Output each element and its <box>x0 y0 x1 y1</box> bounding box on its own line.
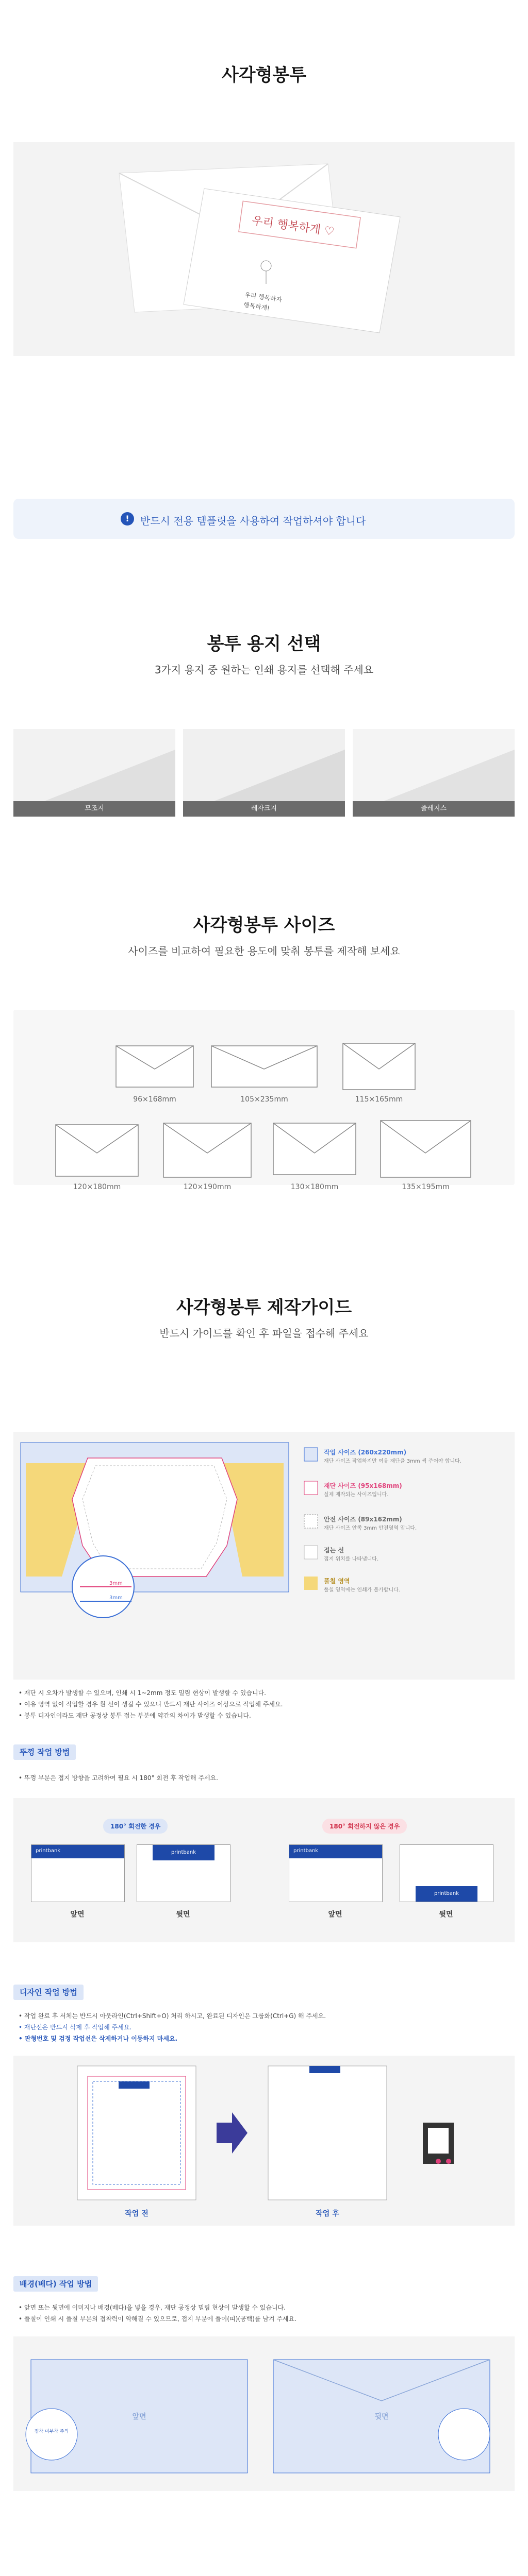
paper-title: 봉투 용지 선택 <box>207 634 321 654</box>
design-heading: 디자인 작업 방법 <box>13 1987 84 1997</box>
legend-title: 재단 사이즈 (95x168mm) <box>324 1482 402 1489</box>
envelope-back-bad: printbank <box>400 1844 493 1902</box>
legend-desc: 실제 제작되는 사이즈입니다. <box>324 1492 389 1498</box>
label-back: 뒷면 <box>439 1910 453 1919</box>
design-line: • 작업 완료 후 서체는 반드시 아웃라인(Ctrl+Shift+O) 처리 하시고, 완료된 디자인은 그룹화(Ctrl+G) 해 주세요. <box>19 2012 326 2020</box>
legend-desc: 풀칠 영역에는 인쇄가 불가합니다. <box>324 1587 400 1593</box>
page-title: 사각형봉투 <box>221 65 307 86</box>
ok-pill: 180° 회전한 경우 <box>103 1819 168 1834</box>
notice-text: 반드시 전용 템플릿을 사용하여 작업하셔야 합니다 <box>140 515 366 527</box>
exclamation-icon: ! <box>121 512 134 526</box>
hero-note-1: 우리 행복하자 <box>244 291 283 304</box>
bleed-line: • 풀칠이 인쇄 시 풀칠 부분의 접착력이 약해질 수 있으므로, 접지 부분에 풀이(띠)(공백)를 남겨 주세요. <box>19 2315 296 2323</box>
orientation-desc: • 뚜껑 부분은 접지 방향을 고려하여 필요 시 180° 회전 후 작업해 주세요. <box>19 1774 218 1782</box>
size-label: 120×180mm <box>73 1183 121 1191</box>
guide-note: • 여유 영역 없이 작업할 경우 흰 선이 생길 수 있으니 반드시 재단 사이즈 이상으로 작업해 주세요. <box>19 1701 283 1708</box>
bleed-line: • 앞면 또는 뒷면에 이미지나 배경(베다)을 넣을 경우, 재단 공정상 밀림 현상이 발생할 수 있습니다. <box>19 2304 286 2311</box>
legend-title: 풀칠 영역 <box>324 1578 350 1585</box>
size-label: 115×165mm <box>355 1095 403 1104</box>
legend-title: 작업 사이즈 (260x220mm) <box>324 1449 407 1456</box>
size-label: 96×168mm <box>133 1095 176 1104</box>
label-before: 작업 전 <box>125 2210 148 2218</box>
legend-title: 접는 선 <box>324 1547 344 1554</box>
bleed-badge: 접착 미부착 주의 <box>34 2429 69 2434</box>
orientation-heading: 뚜껑 작업 방법 <box>13 1747 76 1757</box>
bleed-heading: 배경(베다) 작업 방법 <box>13 2278 98 2289</box>
design-line: • 판형번호 및 검정 작업선은 삭제하거나 이동하지 마세요. <box>19 2035 178 2042</box>
label-after: 작업 후 <box>316 2210 339 2218</box>
label-front: 앞면 <box>70 1910 85 1919</box>
label-front: 앞면 <box>328 1910 342 1919</box>
design-line: • 재단선은 반드시 삭제 후 작업해 주세요. <box>19 2024 132 2031</box>
guide-subtitle: 반드시 가이드를 확인 후 파일을 접수해 주세요 <box>159 1327 369 1340</box>
legend-desc: 재단 사이즈 안쪽 3mm 안전영역 입니다. <box>324 1526 417 1531</box>
hero-handwriting: 우리 행복하게 ♡ <box>251 214 335 239</box>
paper-option-label: 모조지 <box>13 801 175 817</box>
paper-option-label: 줄레지스 <box>353 801 515 817</box>
envelope-front-ok: printbank <box>31 1844 125 1902</box>
bleed-front-label: 앞면 <box>132 2413 146 2421</box>
size-label: 120×190mm <box>183 1183 232 1191</box>
paper-subtitle: 3가지 용지 중 원하는 인쇄 용지를 선택해 주세요 <box>154 664 374 676</box>
paper-option-label: 레자크지 <box>183 801 345 817</box>
sizes-title: 사각형봉투 사이즈 <box>193 915 335 936</box>
legend-desc: 접지 위치를 나타냅니다. <box>324 1556 379 1562</box>
guide-title: 사각형봉투 제작가이드 <box>176 1297 352 1318</box>
label-back: 뒷면 <box>176 1910 190 1919</box>
bleed-back-label: 뒷면 <box>374 2413 389 2421</box>
envelope-front-bad: printbank <box>289 1844 383 1902</box>
legend-desc: 재단 사이즈 작업하지만 여유 재단을 3mm 씩 주어야 합니다. <box>324 1459 461 1464</box>
legend-title: 안전 사이즈 (89x162mm) <box>324 1516 402 1523</box>
mm-label-bottom: 3mm <box>109 1595 123 1601</box>
bad-pill: 180° 회전하지 않은 경우 <box>322 1819 407 1834</box>
mm-label-top: 3mm <box>109 1581 123 1586</box>
size-label: 130×180mm <box>290 1183 339 1191</box>
guide-note: • 봉투 디자인이라도 재단 공정상 봉투 접는 부분에 약간의 차이가 발생할 수 있습니다. <box>19 1712 251 1719</box>
envelope-back-ok: printbank <box>137 1844 230 1902</box>
size-label: 105×235mm <box>240 1095 288 1104</box>
hero-note-2: 행복하게! <box>243 301 270 312</box>
guide-note: • 재단 시 오차가 발생할 수 있으며, 인쇄 시 1~2mm 정도 밀림 현상이 발생할 수 있습니다. <box>19 1689 266 1697</box>
size-label: 135×195mm <box>402 1183 450 1191</box>
sizes-subtitle: 사이즈를 비교하여 필요한 용도에 맞춰 봉투를 제작해 보세요 <box>128 945 400 957</box>
